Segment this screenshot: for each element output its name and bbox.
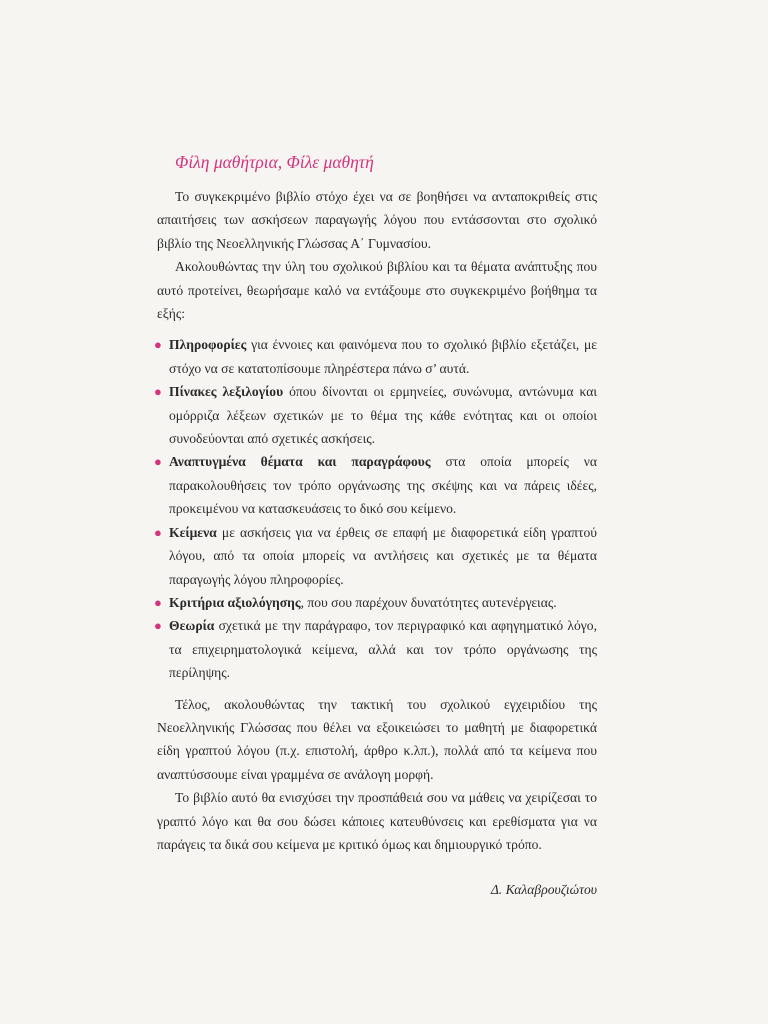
list-item (154, 380, 597, 450)
list-item-text: στα οποία μπορείς να παρακολουθήσεις τον τρόπο οργάνωσης της σκέψης και να πάρεις ιδέες, προκειμένου να κατασκευάσεις το δικό σου κείμενο. (169, 454, 597, 517)
bullet-icon: ● (154, 594, 162, 610)
list-item (154, 521, 597, 591)
list-item-text: , που σου παρέχουν δυνατότητες αυτενέργειας. (300, 594, 557, 610)
list-item-text: όπου δίνονται οι ερμηνείες, συνώνυμα, αντώνυμα και ομόρριζα λέξεων σχετικών με το θέμα της κάθε ενότητας και οι οποίοι συνοδεύονται από σχετικές ασκήσεις. (169, 384, 597, 447)
list-item-term: Κείμενα (169, 524, 217, 540)
preface-content (154, 150, 597, 902)
bullet-icon: ● (154, 524, 162, 540)
preface-heading: Φίλη μαθήτρια, Φίλε μαθητή (175, 152, 374, 172)
list-item-term: Πίνακες λεξιλογίου (169, 384, 284, 400)
author-signature: Δ. Καλαβρουζιώτου (490, 882, 597, 898)
list-item (154, 614, 597, 684)
list-item-term: Αναπτυγμένα θέματα και παραγράφους (169, 454, 431, 470)
list-item-text: σχετικά με την παράγραφο, τον περιγραφικό και αφηγηματικό λόγο, τα επιχειρηματολογικά κείμενα, αλλά και τον τρόπο οργάνωσης της περίληψης. (169, 618, 597, 681)
bullet-icon: ● (154, 384, 162, 400)
list-item-text: για έννοιες και φαινόμενα που το σχολικό βιβλίο εξετάζει, με στόχο να σε κατατοπίσουμε πληρέστερα πάνω σ’ αυτά. (169, 337, 597, 376)
list-item-term: Θεωρία (169, 618, 215, 634)
list-item (154, 450, 597, 520)
list-item (154, 591, 597, 614)
closing-paragraph-1: Τέλος, ακολουθώντας την τακτική του σχολικού εγχειριδίου της Νεοελληνικής Γλώσσας που θέλει να εξοικειώσει το μαθητή με διαφορετικά είδη γραπτού λόγου (π.χ. επιστολή, άρθρο κ.λπ.), πολλά από τα κείμενα που αναπτύσσουμε είναι γραμμένα σε ανάλογη μορφή. (157, 696, 597, 782)
list-item-term: Κριτήρια αξιολόγησης (169, 594, 301, 610)
list-item (154, 333, 597, 380)
list-item-term: Πληροφορίες (169, 337, 247, 353)
bullet-icon: ● (154, 618, 162, 634)
contents-list (154, 333, 597, 684)
intro-paragraph-1: Το συγκεκριμένο βιβλίο στόχο έχει να σε βοηθήσει να ανταποκριθείς στις απαιτήσεις των ασκήσεων παραγωγής λόγου που εντάσσονται στο σχολικό βιβλίο της Νεοελληνικής Γλώσσας Α΄ Γυμνασίου. (157, 189, 597, 251)
closing-paragraph-2: Το βιβλίο αυτό θα ενισχύσει την προσπάθειά σου να μάθεις να χειρίζεσαι το γραπτό λόγο και θα σου δώσει κάποιες κατευθύνσεις και ερεθίσματα για να παράγεις τα δικά σου κείμενα με κριτικό όμως και δημιουργικό τρόπο. (157, 790, 597, 852)
intro-paragraph-2: Ακολουθώντας την ύλη του σχολικού βιβλίου και τα θέματα ανάπτυξης που αυτό προτείνει, θεωρήσαμε καλό να εντάξουμε στο συγκεκριμένο βοήθημα τα εξής: (157, 259, 597, 322)
list-item-text: με ασκήσεις για να έρθεις σε επαφή με διαφορετικά είδη γραπτού λόγου, από τα οποία μπορείς να αντλήσεις και σχετικές με τα θέματα παραγωγής λόγου πληροφορίες. (169, 524, 597, 587)
bullet-icon: ● (154, 454, 162, 470)
bullet-icon: ● (154, 337, 162, 353)
